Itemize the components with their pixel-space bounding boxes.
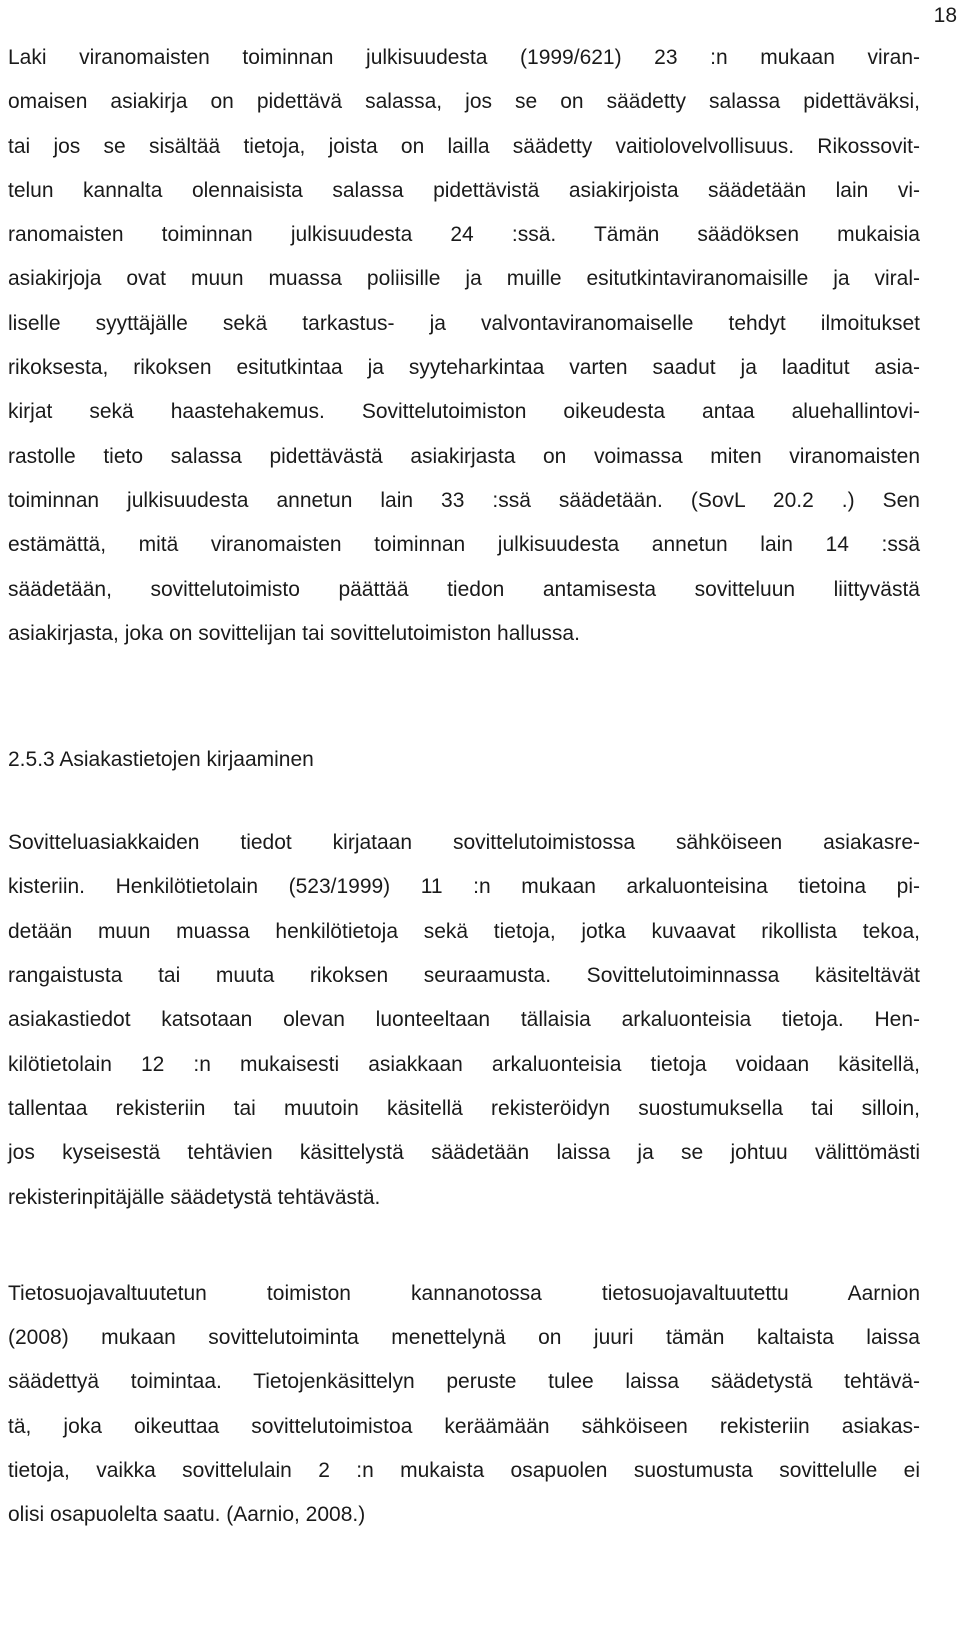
- text-line: tä, joka oikeuttaa sovittelutoimistoa keräämään sähköiseen rekisteriin asiakas-: [8, 1414, 920, 1438]
- text-line: detään muun muassa henkilötietoja sekä tietoja, jotka kuvaavat rikollista tekoa,: [8, 919, 920, 943]
- text-line: jos kyseisestä tehtävien käsittelystä säädetään laissa ja se johtuu välittömästi: [8, 1141, 920, 1165]
- text-line: rikoksesta, rikoksen esitutkintaa ja syyteharkintaa varten saadut ja laaditut asia-: [8, 356, 920, 380]
- text-line: estämättä, mitä viranomaisten toiminnan julkisuudesta annetun lain 14 :ssä: [8, 533, 920, 557]
- spacer: [8, 1220, 920, 1272]
- text-line: olisi osapuolelta saatu. (Aarnio, 2008.): [8, 1503, 366, 1527]
- text-line: tietoja, vaikka sovittelulain 2 :n mukaista osapuolen suostumusta sovittelulle ei: [8, 1459, 920, 1483]
- text-line: Sovitteluasiakkaiden tiedot kirjataan sovittelutoimistossa sähköiseen asiakasre-: [8, 831, 920, 855]
- text-line: omaisen asiakirja on pidettävä salassa, jos se on säädetty salassa pidettäväksi,: [8, 90, 920, 114]
- text-line: asiakastiedot katsotaan olevan luonteeltaan tällaisia arkaluonteisia tietoja. Hen-: [8, 1008, 920, 1032]
- document-body: [8, 36, 920, 1538]
- spacer: [8, 774, 920, 821]
- text-line: säädettyä toimintaa. Tietojenkäsittelyn peruste tulee laissa säädetystä tehtävä-: [8, 1370, 920, 1394]
- text-line: tallentaa rekisteriin tai muutoin käsitellä rekisteröidyn suostumuksella tai silloin,: [8, 1096, 920, 1120]
- text-line: kisteriin. Henkilötietolain (523/1999) 11 :n mukaan arkaluonteisina tietoina pi-: [8, 875, 920, 899]
- text-line: rangaistusta tai muuta rikoksen seuraamusta. Sovittelutoiminnassa käsiteltävät: [8, 964, 920, 988]
- text-line: ranomaisten toiminnan julkisuudesta 24 :ssä. Tämän säädöksen mukaisia: [8, 223, 920, 247]
- text-line: telun kannalta olennaisista salassa pidettävistä asiakirjoista säädetään lain vi-: [8, 178, 920, 202]
- spacer: [8, 656, 920, 746]
- text-line: rekisterinpitäjälle säädetystä tehtävästä.: [8, 1185, 381, 1209]
- text-line: kilötietolain 12 :n mukaisesti asiakkaan arkaluonteisia tietoja voidaan käsitellä,: [8, 1052, 920, 1076]
- text-line: Laki viranomaisten toiminnan julkisuudesta (1999/621) 23 :n mukaan viran-: [8, 46, 920, 69]
- page-number: 18: [933, 4, 957, 27]
- text-line: tai jos se sisältää tietoja, joista on lailla säädetty vaitiolovelvollisuus. Rikossovit-: [8, 134, 920, 158]
- paragraph-confidential-documents: [8, 36, 920, 656]
- text-line: liselle syyttäjälle sekä tarkastus- ja valvontaviranomaiselle tehdyt ilmoitukset: [8, 311, 920, 335]
- text-line: säädetään, sovittelutoimisto päättää tiedon antamisesta sovitteluun liittyvästä: [8, 577, 920, 601]
- paragraph-data-protection: [8, 1272, 920, 1538]
- text-line: toiminnan julkisuudesta annetun lain 33 :ssä säädetään. (SovL 20.2 .) Sen: [8, 488, 920, 512]
- text-line: asiakirjasta, joka on sovittelijan tai sovittelutoimiston hallussa.: [8, 621, 580, 645]
- text-line: (2008) mukaan sovittelutoiminta menettelynä on juuri tämän kaltaista laissa: [8, 1326, 920, 1350]
- text-line: asiakirjoja ovat muun muassa poliisille ja muille esitutkintaviranomaisille ja viral-: [8, 267, 920, 291]
- paragraph-client-records: [8, 821, 920, 1220]
- text-line: kirjat sekä haastehakemus. Sovittelutoimiston oikeudesta antaa aluehallintovi-: [8, 400, 920, 424]
- section-heading: 2.5.3 Asiakastietojen kirjaaminen: [8, 748, 314, 772]
- text-line: Tietosuojavaltuutetun toimiston kannanotossa tietosuojavaltuutettu Aarnion: [8, 1281, 920, 1305]
- text-line: rastolle tieto salassa pidettävästä asiakirjasta on voimassa miten viranomaisten: [8, 444, 920, 468]
